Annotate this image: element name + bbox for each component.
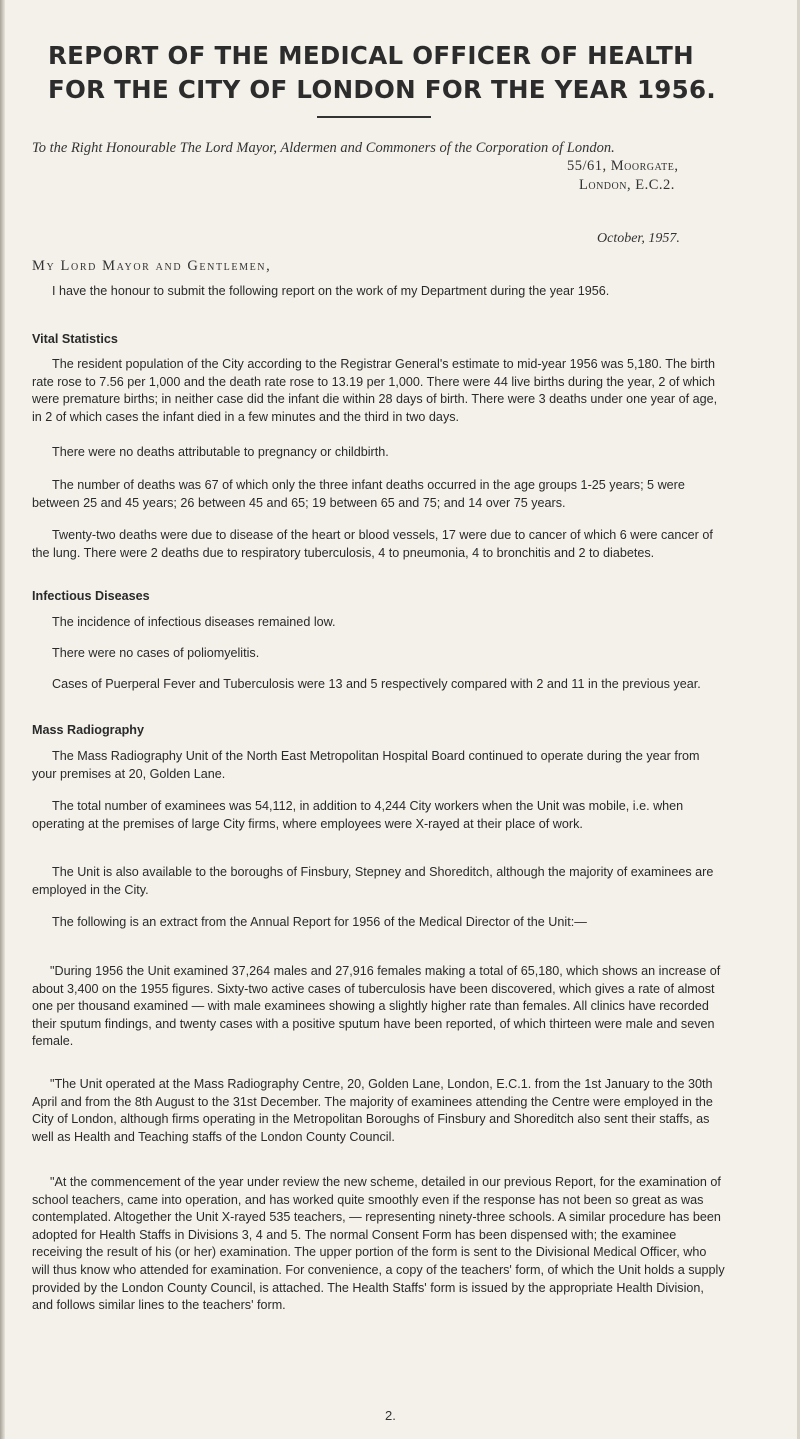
quote-paragraph-2: "The Unit operated at the Mass Radiography Centre, 20, Golden Lane, London, E.C.1. from the 1st January to the 30th April and from the 8th August to the 31st December. The majority of examinees attending the Centre were employed in the City of London, although firms operating in the Metropolitan Boroughs of Finsbury and Shoreditch also sent their staffs, as well as Health and Teaching staffs of the London County Council.	[32, 1077, 713, 1144]
title-divider	[317, 116, 431, 118]
radiography-paragraph-1: The Mass Radiography Unit of the North East Metropolitan Hospital Board continued to operate during the year from your premises at 20, Golden Lane.	[32, 749, 700, 781]
page-edge-shadow	[0, 0, 5, 1439]
address-street: 55/61, Moorgate,	[567, 158, 679, 174]
address-city: London, E.C.2.	[579, 177, 675, 193]
radiography-paragraph-3: The Unit is also available to the boroughs of Finsbury, Stepney and Shoreditch, although the majority of examinees are employed in the City.	[32, 865, 714, 897]
page-number: 2.	[385, 1408, 396, 1423]
heading-vital-statistics: Vital Statistics	[32, 332, 118, 346]
report-title-line-2: FOR THE CITY OF LONDON FOR THE YEAR 1956.	[48, 75, 716, 104]
intro-paragraph: I have the honour to submit the following report on the work of my Department during the year 1956.	[52, 284, 610, 298]
vital-paragraph-3: The number of deaths was 67 of which only the three infant deaths occurred in the age groups 1-25 years; 5 were between 25 and 45 years; 26 between 45 and 65; 19 between 65 and 75; and 14 over 75 years.	[32, 478, 685, 510]
infectious-paragraph-1: The incidence of infectious diseases remained low.	[52, 615, 336, 629]
report-title-line-1: REPORT OF THE MEDICAL OFFICER OF HEALTH	[48, 41, 694, 70]
addressee: To the Right Honourable The Lord Mayor, Aldermen and Commoners of the Corporation of London.	[32, 140, 615, 156]
radiography-paragraph-4: The following is an extract from the Annual Report for 1956 of the Medical Director of the Unit:—	[52, 915, 587, 929]
infectious-paragraph-3: Cases of Puerperal Fever and Tuberculosis were 13 and 5 respectively compared with 2 and 11 in the previous year.	[52, 677, 701, 691]
quote-paragraph-1: "During 1956 the Unit examined 37,264 males and 27,916 females making a total of 65,180, which shows an increase of about 3,400 on the 1955 figures. Sixty-two active cases of tuberculosis have been discovered, which gives a rate of almost one per thousand examined — with male examinees showing a slightly higher rate than females. All clinics have recorded their sputum findings, and twenty cases with a positive sputum have been reported, of which thirteen were male and seven female.	[32, 964, 721, 1049]
heading-infectious-diseases: Infectious Diseases	[32, 589, 150, 603]
quote-paragraph-3: "At the commencement of the year under review the new scheme, detailed in our previous Report, for the examination of school teachers, came into operation, and has worked quite smoothly even if the response has not been so great as was contemplated. Altogether the Unit X-rayed 535 teachers, — representing ninety-three schools. A similar procedure has been adopted for Health Staffs in Divisions 3, 4 and 5. The normal Consent Form has been dispensed with; the examinee receiving the result of his (or her) examination. The upper portion of the form is sent to the Divisional Medical Officer, who will thus know who attended for examination. For convenience, a copy of the teachers' form, of which the Unit holds a supply provided by the London County Council, is attached. The Health Staffs' form is issued by the appropriate Health Division, and follows similar lines to the teachers' form.	[32, 1175, 725, 1313]
infectious-paragraph-2: There were no cases of poliomyelitis.	[52, 646, 260, 660]
radiography-paragraph-2: The total number of examinees was 54,112, in addition to 4,244 City workers when the Unit was mobile, i.e. when operating at the premises of large City firms, where employees were X-rayed at their place of work.	[32, 799, 684, 831]
vital-paragraph-2: There were no deaths attributable to pregnancy or childbirth.	[52, 445, 389, 459]
vital-paragraph-1: The resident population of the City according to the Registrar General's estimate to mid-year 1956 was 5,180. The birth rate rose to 7.56 per 1,000 and the death rate rose to 13.19 per 1,000. There were 44 live births during the year, 2 of which were premature births; in neither case did the infant die within 28 days of birth. There were 3 deaths under one year of age, in 2 of which cases the infant died in a few minutes and the third in two days.	[32, 357, 718, 424]
heading-mass-radiography: Mass Radiography	[32, 723, 144, 737]
vital-paragraph-4: Twenty-two deaths were due to disease of the heart or blood vessels, 17 were due to cancer of which 6 were cancer of the lung. There were 2 deaths due to respiratory tuberculosis, 4 to pneumonia, 4 to bronchitis and 2 to diabetes.	[32, 528, 713, 560]
salutation: My Lord Mayor and Gentlemen,	[32, 258, 272, 274]
report-date: October, 1957.	[597, 231, 680, 246]
